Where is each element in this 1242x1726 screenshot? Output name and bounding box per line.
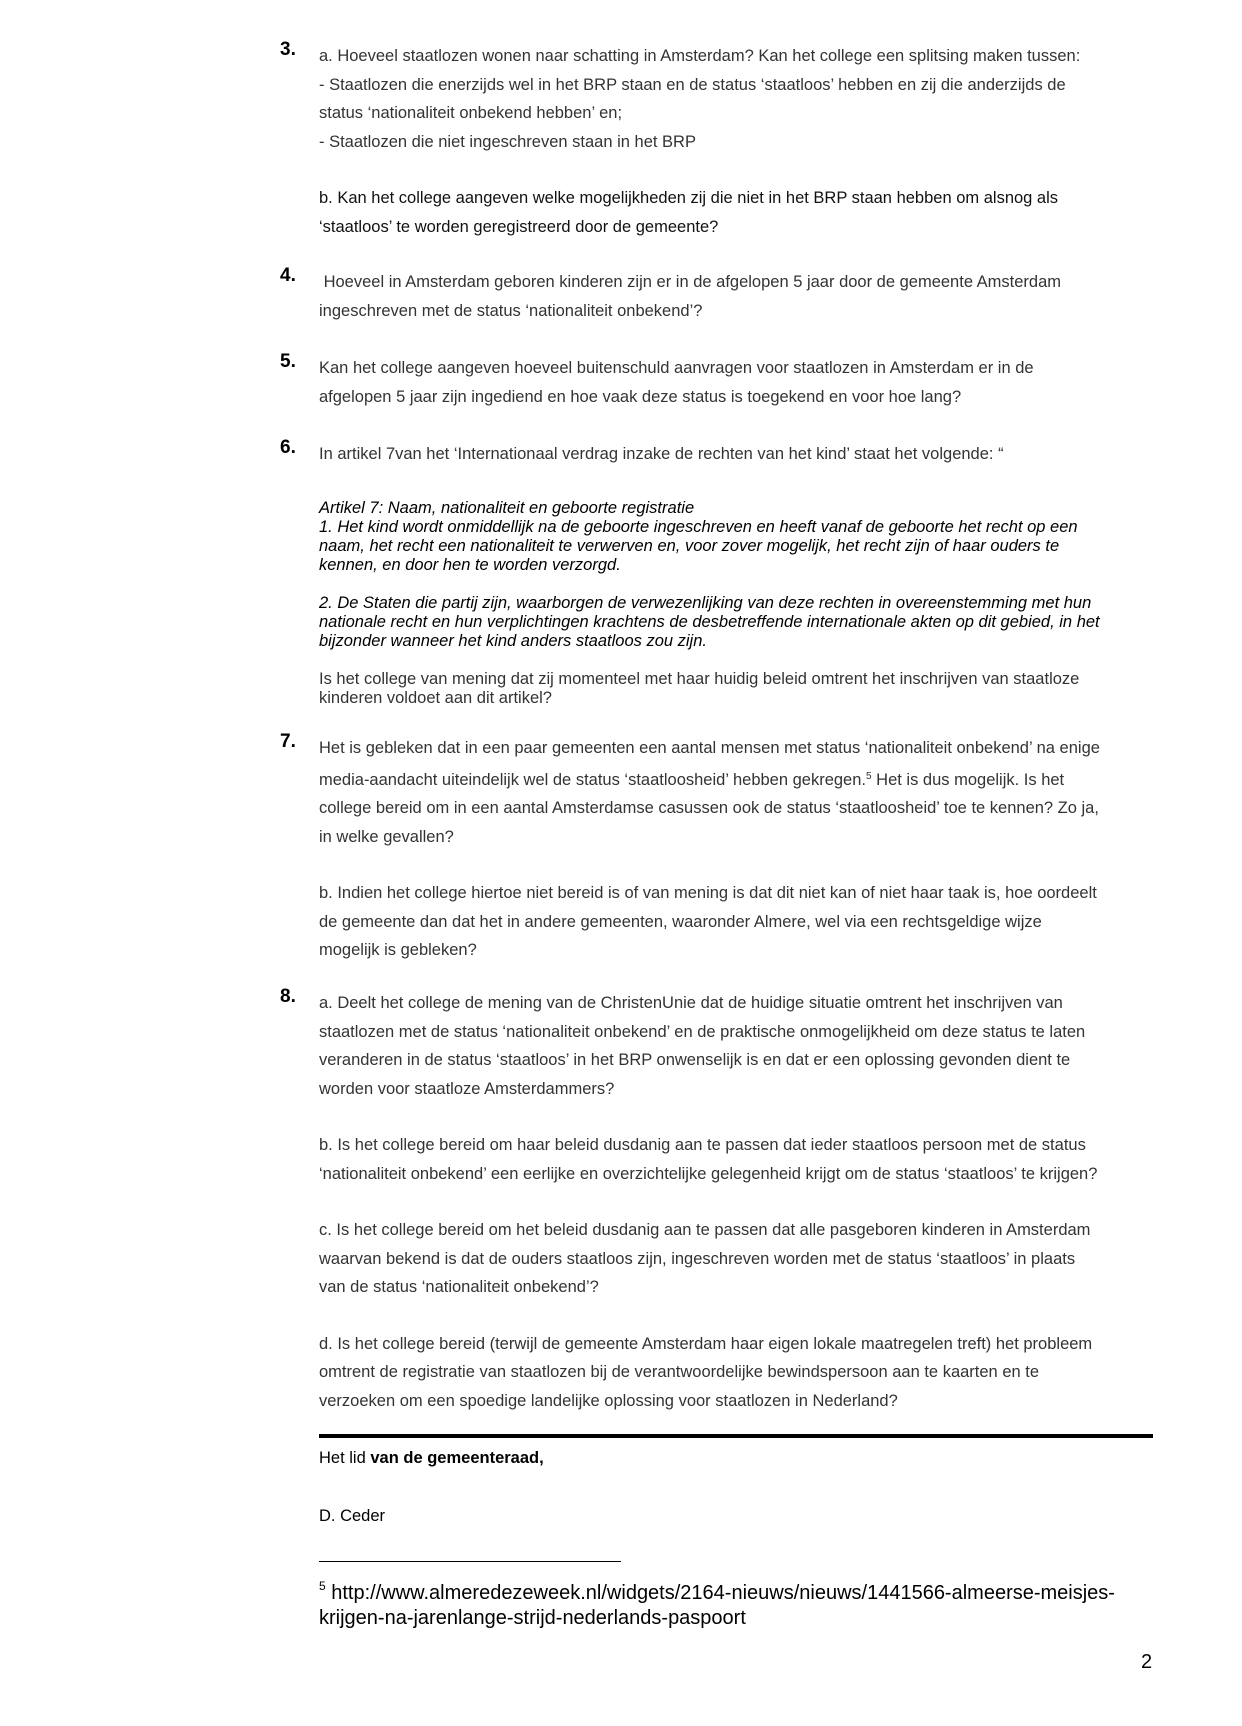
article-title: Artikel 7: Naam, nationaliteit en geboorte registratie bbox=[319, 498, 695, 517]
question-7 bbox=[280, 731, 1159, 965]
question-4 bbox=[280, 265, 1159, 325]
question-text: Hoeveel in Amsterdam geboren kinderen zijn er in de afgelopen 5 jaar door de gemeente Amsterdam ingeschreven met de status ‘nationaliteit onbekend’? bbox=[319, 273, 1062, 320]
question-text: Kan het college aangeven hoeveel buitenschuld aanvragen voor staatlozen in Amsterdam er in de afgelopen 5 jaar zijn ingediend en hoe vaak deze status is toegekend en voor hoe lang? bbox=[319, 359, 1034, 406]
question-8 bbox=[280, 986, 1159, 1415]
footnote-divider bbox=[319, 1561, 621, 1562]
question-number: 3. bbox=[280, 39, 296, 60]
page-number: 2 bbox=[1141, 1651, 1153, 1673]
question-3b: b. Kan het college aangeven welke mogelijkheden zij die niet in het BRP staan hebben om alsnog als ‘staatloos’ te worden geregistreerd door de gemeente? bbox=[319, 189, 1059, 236]
question-5 bbox=[280, 351, 1159, 411]
signature-name: D. Ceder bbox=[319, 1507, 386, 1525]
footnote bbox=[319, 1574, 1169, 1631]
question-7b: b. Indien het college hiertoe niet bereid is of van mening is dat dit niet kan of niet haar taak is, hoe oordeelt de gemeente dan dat het in andere gemeenten, waaronder Almere, wel via een rechtsgeldige wijze mogelijk is gebleken? bbox=[319, 884, 1097, 959]
article-paragraph-2: 2. De Staten die partij zijn, waarborgen de verwezenlijking van deze rechten in overeenstemming met hun nationale recht en hun verplichtingen krachtens de desbetreffende internationale akten op dit gebied, in het bijzonder wanneer het kind anders staatloos zou zijn. bbox=[319, 593, 1100, 650]
question-number: 4. bbox=[280, 265, 296, 286]
question-number: 7. bbox=[280, 731, 296, 752]
question-3a: a. Hoeveel staatlozen wonen naar schatting in Amsterdam? Kan het college een splitsing maken tussen: - Staatlozen die enerzijds wel in het BRP staan en de status ‘staatloos’ hebben en zij die anderzijds de status ‘nationaliteit onbekend hebben’ en; - Staatlozen die niet ingeschreven staan in het BRP bbox=[319, 47, 1081, 151]
question-number: 5. bbox=[280, 351, 296, 372]
question-8c: c. Is het college bereid om het beleid dusdanig aan te passen dat alle pasgeboren kinderen in Amsterdam waarvan bekend is dat de ouders staatloos zijn, ingeschreven worden met de status ‘staatloos’ in plaats van de status ‘nationaliteit onbekend’? bbox=[319, 1221, 1091, 1296]
article-paragraph-1: 1. Het kind wordt onmiddellijk na de geboorte ingeschreven en heeft vanaf de geboorte het recht op een naam, het recht een nationaliteit te verwerven en, voor zover mogelijk, het recht zijn of haar ouders te kennen, en door hen te worden verzorgd. bbox=[319, 517, 1078, 574]
section-divider bbox=[319, 1434, 1153, 1438]
question-number: 8. bbox=[280, 986, 296, 1007]
question-8b: b. Is het college bereid om haar beleid dusdanig aan te passen dat ieder staatloos persoon met de status ‘nationaliteit onbekend’ een eerlijke en overzichtelijke gelegenheid krijgt om de status ‘staatloos’ te krijgen? bbox=[319, 1136, 1098, 1183]
footnote-reference: 5 bbox=[866, 770, 872, 782]
question-6 bbox=[280, 437, 1159, 708]
footnote-link-continued[interactable]: krijgen-na-jarenlange-strijd-nederlands-paspoort bbox=[319, 1607, 746, 1629]
question-8a: a. Deelt het college de mening van de ChristenUnie dat de huidige situatie omtrent het inschrijven van staatlozen met de status ‘nationaliteit onbekend’ en de praktische onmogelijkheid om deze status te laten veranderen in de status ‘staatloos’ in het BRP onwenselijk is en dat er een oplossing gevonden dient te worden voor staatloze Amsterdammers? bbox=[319, 994, 1086, 1098]
footnote-link[interactable]: http://www.almeredezeweek.nl/widgets/2164-nieuws/nieuws/1441566-almeerse-meisjes- bbox=[325, 1582, 1115, 1604]
question-intro: In artikel 7van het ‘Internationaal verdrag inzake de rechten van het kind’ staat het volgende: “ bbox=[319, 445, 1004, 463]
question-7a: Het is gebleken dat in een paar gemeenten een aantal mensen met status ‘nationaliteit onbekend’ na enige media-aandacht uiteindelijk wel de status ‘staatloosheid’ hebben gekregen.$^5$ Het is dus mogelijk. Is het college bereid om in een aantal Amsterdamse casussen ook de status ‘staatloosheid’ toe te kennen? Zo ja, in welke gevallen? bbox=[319, 739, 1100, 846]
signature-role: Het lid van de gemeenteraad, bbox=[319, 1449, 544, 1467]
question-number: 6. bbox=[280, 437, 296, 458]
footnote-marker: 5 bbox=[319, 1579, 326, 1593]
question-3 bbox=[280, 39, 1159, 241]
question-8d: d. Is het college bereid (terwijl de gemeente Amsterdam haar eigen lokale maatregelen treft) het probleem omtrent de registratie van staatlozen bij de verantwoordelijke bewindspersoon aan te kaarten en te verzoeken om een spoedige landelijke oplossing voor staatlozen in Nederland? bbox=[319, 1334, 1093, 1410]
question-text: Is het college van mening dat zij momenteel met haar huidig beleid omtrent het inschrijven van staatloze kinderen voldoet aan dit artikel? bbox=[319, 669, 1080, 707]
